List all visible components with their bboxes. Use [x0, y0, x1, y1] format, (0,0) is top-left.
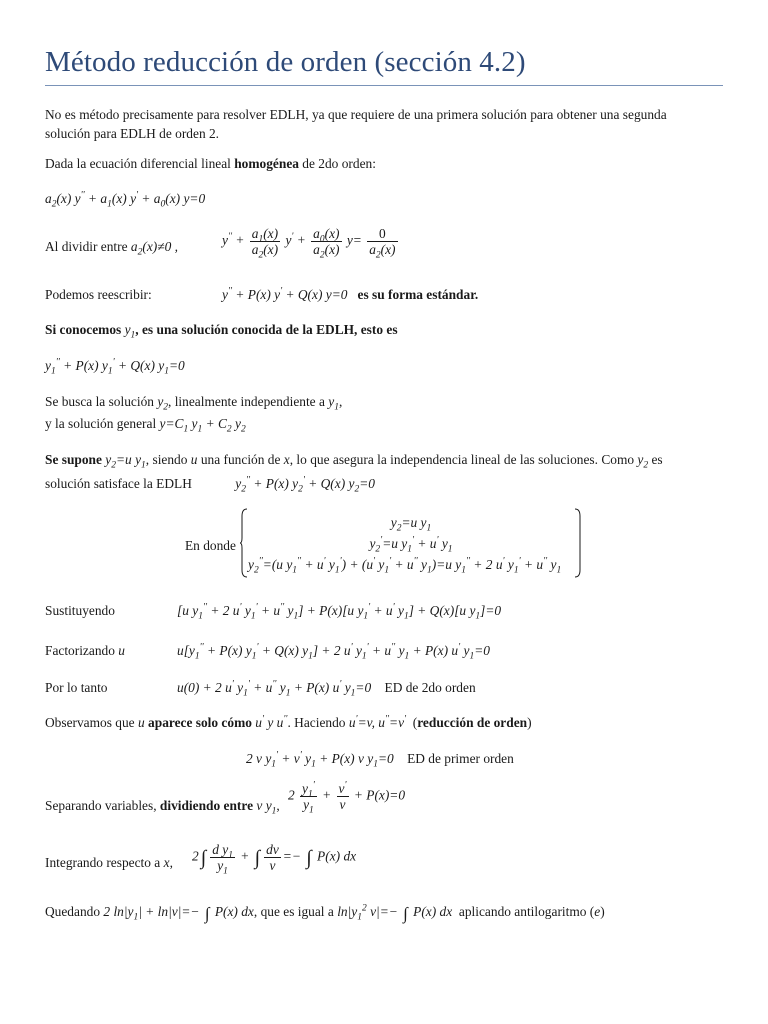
sustituyendo-equation: [u $y_1'' + 2$ u' $y_1' + u''$ $y_1] + P(x)[u$ $y_1' + u'$ $y_1] + Q(x)[u$ $y_1]=0$ [177, 602, 502, 622]
y2-second-derivative: $y_2''=(u$ $y_1'' + u'$ $y_1') + (u'$ $y_1' + u''$ $y_1)=u$ $y_1'' + 2$ u' $y_1' + u''$ $y_1$ [248, 556, 562, 576]
podemos-label: Podemos reescribir: [45, 287, 152, 302]
por-lo-tanto-equation: u(0) + 2 u' $y_1' + u''$ $y_1 + P(x)$ u' $y_1=0$ ED de 2do orden [177, 679, 476, 699]
standard-form: y'' + P(x) y' + Q(x) y=0 es su forma estándar. [222, 286, 479, 302]
divided-equation: y'' + $\frac{a_1(x)}{a_2(x)}$ y' + $\frac{a_0(x)}{a_2(x)}$ y= $\frac{0}{a_2(x)}$ [222, 226, 396, 261]
factorizando-label: Factorizando u [45, 643, 125, 658]
dada-line: Dada la ecuación diferencial lineal homogénea de 2do orden: [45, 156, 376, 171]
y2-first-derivative: $y_2'=u$ $y_1' + u'$ $y_1$ [369, 535, 453, 555]
integrando-label: Integrando respecto a x, [45, 855, 173, 870]
right-brace [574, 508, 582, 578]
y2-def: $y_2=u$ $y_1$ [390, 515, 432, 534]
en-donde-label: En donde [185, 538, 236, 553]
solucion-satisface-line: solución satisface la EDLH $y_2'' + P(x) y_2' + Q(x)$ $y_2=0$ [45, 475, 375, 495]
se-supone-line: Se supone $y_2=u$ $y_1$, siendo u una función de x, lo que asegura la independencia lineal de las soluciones. Como $y_2$ es [45, 452, 663, 471]
por-lo-tanto-label: Por lo tanto [45, 680, 108, 695]
left-brace [240, 508, 248, 578]
intro-paragraph: No es método precisamente para resolver EDLH, ya que requiere de una primera solución para obtener una segunda [45, 107, 667, 122]
substitution-system [248, 512, 574, 575]
se-busca-line: Se busca la solución $y_2$, linealmente independiente a $y_1$, [45, 394, 343, 413]
ode-general-equation: $a_2(x) y'' + a_1(x) y' + a_0(x)$ y=0 [45, 190, 206, 210]
factorizando-equation: $u[y_1'' + P(x) y_1' + Q(x) y_1] + 2$ u' $y_1' + u''$ $y_1 + P(x)$ u' $y_1=0$ [177, 642, 490, 662]
separando-label: Separando variables, dividiendo entre v $y_1$, [45, 798, 280, 817]
sustituyendo-label: Sustituyendo [45, 603, 115, 618]
intro-paragraph-cont: solución para EDLH de orden 2. [45, 126, 220, 141]
si-conocemos-line: Si conocemos $y_1$, es una solución conocida de la EDLH, esto es [45, 322, 398, 341]
title-divider [45, 85, 723, 86]
integrated-equation: 2 ∫ $\frac{d y_1}{y_1}$ + ∫ $\frac{dv}{v}$ =− ∫ P(x) dx [192, 842, 357, 877]
separated-equation: 2 $\frac{y_1'}{y_1}$ + $\frac{v'}{v}$ + P(x)=0 [288, 780, 406, 816]
al-dividir-label: Al dividir entre $a_2(x)\ne 0$ , [45, 239, 178, 258]
observamos-line: Observamos que u aparece solo cómo u' y u''. Haciendo u'=v, u''=v' (reducción de orden) [45, 714, 532, 730]
y1-equation: $y_1'' + P(x) y_1' + Q(x)$ $y_1=0$ [45, 357, 185, 377]
page-title: Método reducción de orden (sección 4.2) [45, 46, 526, 78]
sol-general-line: y la solución general $y=C_1$ $y_1 + C_2$ $y_2$ [45, 416, 246, 435]
first-order-equation: 2 v $y_1' + v'$ $y_1 + P(x)$ v $y_1=0$ ED de primer orden [246, 750, 514, 770]
quedando-line: Quedando 2 $\ln|y_1| + \ln|v|=-$ ∫ P(x) dx, que es igual a $\ln|y_1^2$ v|=− ∫ P(x) dx aplicando antilogaritmo (e) [45, 903, 605, 923]
